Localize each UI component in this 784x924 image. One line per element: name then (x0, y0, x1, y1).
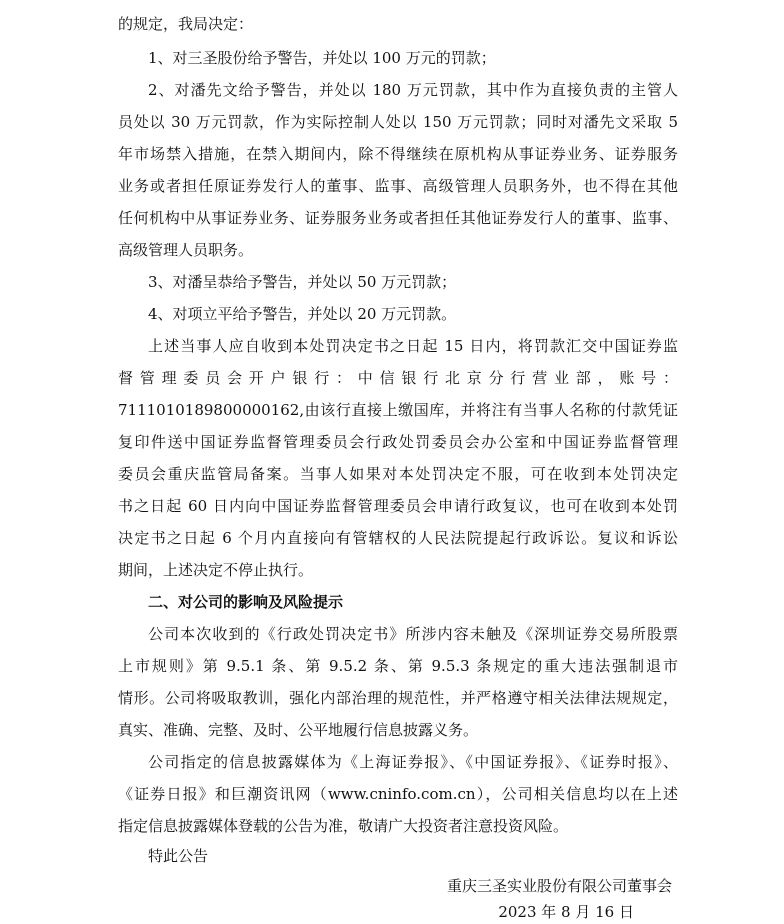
text-line: 4、对项立平给予警告，并处以 20 万元罚款。 (148, 305, 457, 323)
text-line: 3、对潘呈恭给予警告，并处以 50 万元罚款； (148, 273, 457, 291)
text-line: 上述当事人应自收到本处罚决定书之日起 15 日内，将罚款汇交中国证券监 (148, 337, 678, 355)
text-line: 高级管理人员职务。 (118, 241, 254, 259)
text-line: 公司本次收到的《行政处罚决定书》所涉内容未触及《深圳证券交易所股票 (148, 625, 678, 643)
signature: 重庆三圣实业股份有限公司董事会 (446, 877, 672, 895)
text-line: 《证券日报》和巨潮资讯网（www.cninfo.com.cn），公司相关信息均以在上述 (118, 785, 678, 803)
text-line: 7111010189800000162,由该行直接上缴国库，并将注有当事人名称的付款凭证 (118, 401, 678, 419)
text-line: 复印件送中国证券监督管理委员会行政处罚委员会办公室和中国证券监督管理 (118, 433, 678, 451)
text-line: 委员会重庆监管局备案。当事人如果对本处罚决定不服，可在收到本处罚决定 (118, 465, 678, 483)
text-line: 公司指定的信息披露媒体为《上海证券报》、《中国证券报》、《证券时报》、 (148, 753, 678, 771)
text-line: 督管理委员会开户银行：中信银行北京分行营业部，账号： (118, 369, 678, 387)
text-line: 决定书之日起 6 个月内直接向有管辖权的人民法院提起行政诉讼。复议和诉讼 (118, 529, 678, 547)
text-line: 情形。公司将吸取教训，强化内部治理的规范性，并严格遵守相关法律法规规定， (118, 689, 678, 707)
text-line: 书之日起 60 日内向中国证券监督管理委员会申请行政复议，也可在收到本处罚 (118, 497, 678, 515)
section-heading: 二、对公司的影响及风险提示 (148, 593, 344, 611)
text-line: 1、对三圣股份给予警告，并处以 100 万元的罚款； (148, 49, 496, 67)
text-line: 的规定，我局决定： (118, 15, 254, 33)
text-line: 2、对潘先文给予警告，并处以 180 万元罚款，其中作为直接负责的主管人 (148, 81, 678, 99)
text-line: 任何机构中从事证券业务、证券服务业务或者担任其他证券发行人的董事、监事、 (118, 209, 678, 227)
text-line: 员处以 30 万元罚款，作为实际控制人处以 150 万元罚款；同时对潘先文采取 5 (118, 113, 678, 131)
text-line: 期间，上述决定不停止执行。 (118, 561, 314, 579)
text-line: 上市规则》第 9.5.1 条、第 9.5.2 条、第 9.5.3 条规定的重大违法强制退市 (118, 657, 678, 675)
text-line: 年市场禁入措施，在禁入期间内，除不得继续在原机构从事证券业务、证券服务 (118, 145, 678, 163)
text-line: 业务或者担任原证券发行人的董事、监事、高级管理人员职务外，也不得在其他 (118, 177, 678, 195)
text-line: 真实、准确、完整、及时、公平地履行信息披露义务。 (118, 721, 479, 739)
text-line: 指定信息披露媒体登载的公告为准，敬请广大投资者注意投资风险。 (118, 817, 569, 835)
closing-text: 特此公告 (148, 847, 209, 865)
date: 2023 年 8 月 16 日 (498, 903, 634, 921)
